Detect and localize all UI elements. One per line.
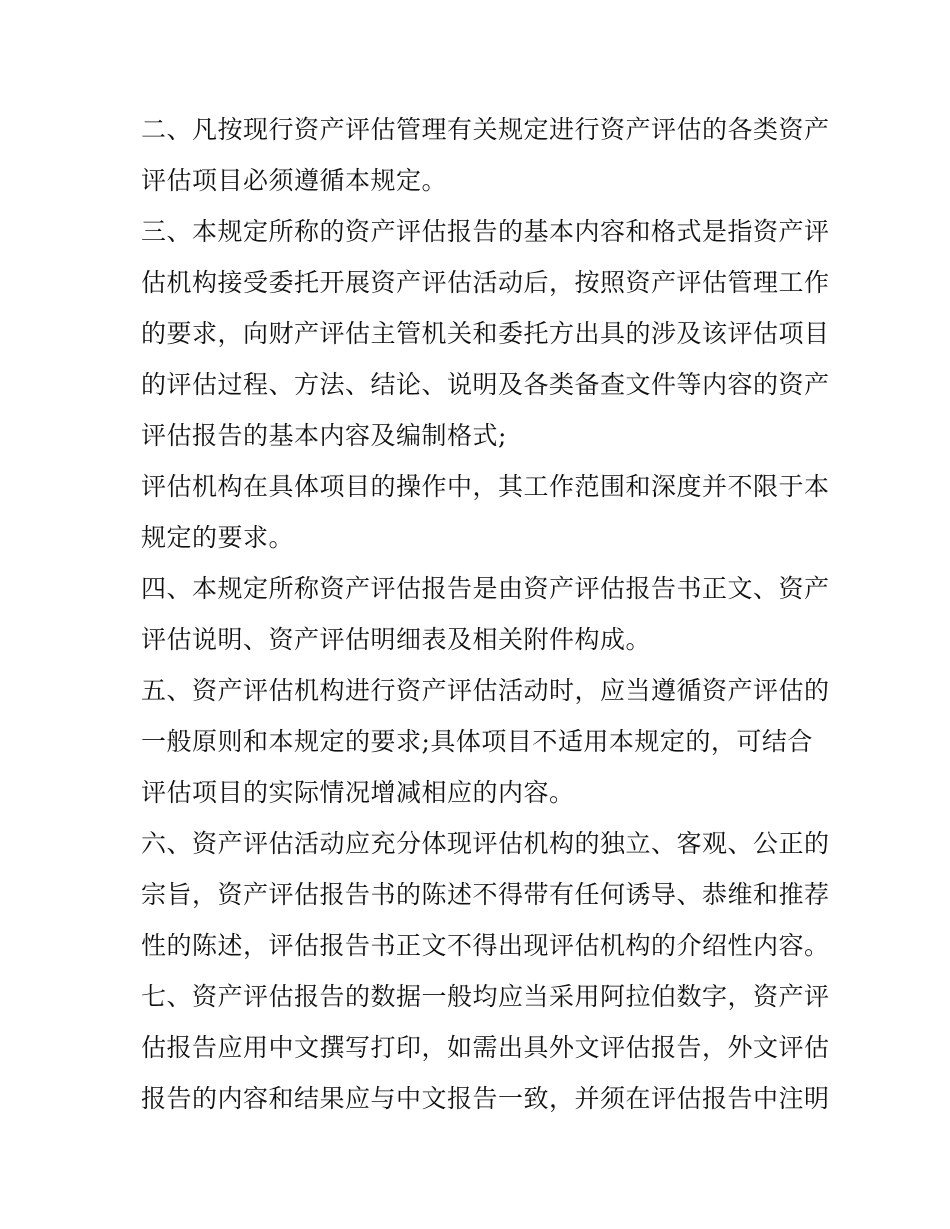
text-line: 三、本规定所称的资产评估报告的基本内容和格式是指资产评: [141, 217, 830, 246]
text-line: 估报告应用中文撰写打印，如需出具外文评估报告，外文评估: [141, 1033, 830, 1062]
text-line: 六、资产评估活动应充分体现评估机构的独立、客观、公正的: [141, 829, 830, 858]
text-line: 评估项目必须遵循本规定。: [141, 166, 448, 195]
text-line: 四、本规定所称资产评估报告是由资产评估报告书正文、资产: [141, 574, 830, 603]
text-line: 五、资产评估机构进行资产评估活动时，应当遵循资产评估的: [141, 676, 830, 705]
text-line: 的评估过程、方法、结论、说明及各类备查文件等内容的资产: [141, 370, 830, 399]
text-line: 性的陈述，评估报告书正文不得出现评估机构的介绍性内容。: [141, 931, 830, 960]
text-line: 估机构接受委托开展资产评估活动后，按照资产评估管理工作: [141, 268, 830, 297]
text-line: 七、资产评估报告的数据一般均应当采用阿拉伯数字，资产评: [141, 982, 830, 1011]
text-line: 一般原则和本规定的要求;具体项目不适用本规定的，可结合: [141, 727, 813, 756]
text-line: 报告的内容和结果应与中文报告一致，并须在评估报告中注明: [141, 1084, 830, 1113]
text-line: 评估报告的基本内容及编制格式;: [141, 421, 507, 450]
text-line: 评估说明、资产评估明细表及相关附件构成。: [141, 625, 652, 654]
text-line: 的要求，向财产评估主管机关和委托方出具的涉及该评估项目: [141, 319, 830, 348]
text-line: 规定的要求。: [141, 523, 295, 552]
text-line: 宗旨，资产评估报告书的陈述不得带有任何诱导、恭维和推荐: [141, 880, 830, 909]
text-line: 二、凡按现行资产评估管理有关规定进行资产评估的各类资产: [141, 115, 830, 144]
text-line: 评估项目的实际情况增减相应的内容。: [141, 778, 575, 807]
document-body: [141, 104, 830, 1124]
text-line: 评估机构在具体项目的操作中，其工作范围和深度并不限于本: [141, 472, 830, 501]
